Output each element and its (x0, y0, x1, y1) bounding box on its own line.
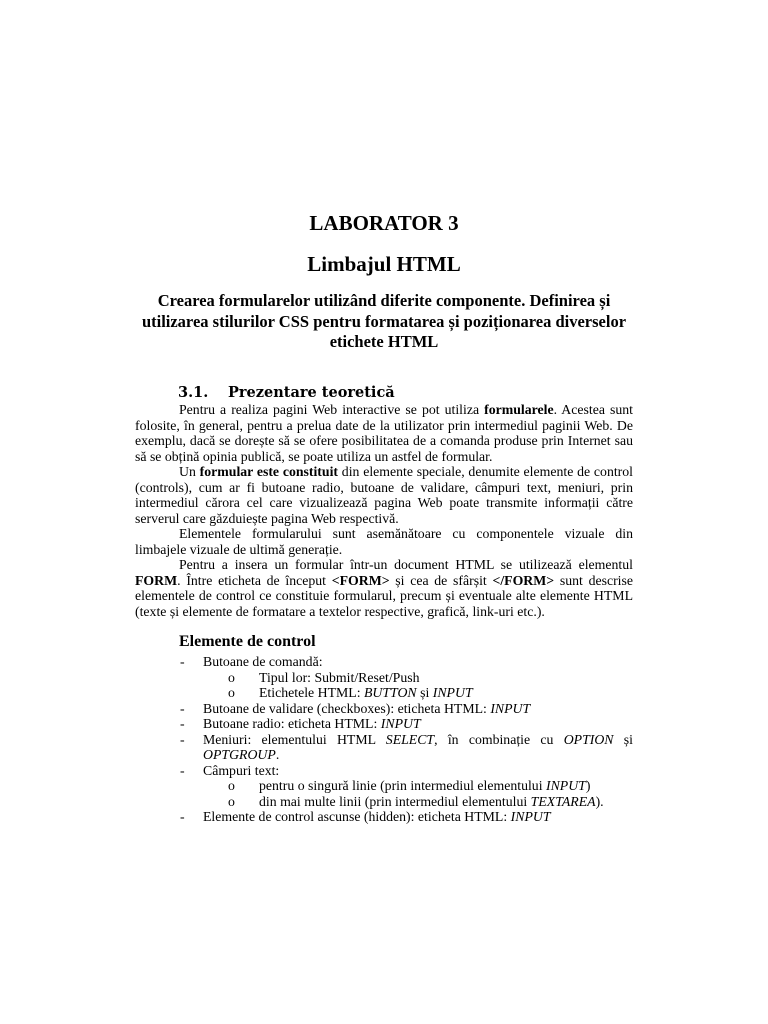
tag-name: OPTION (563, 731, 614, 747)
sublist-item-single-line (180, 778, 633, 794)
sublist-item-button-tags (180, 685, 633, 701)
item-label: Butoane de comandă: (203, 654, 323, 669)
text-run: pentru o singură linie (prin intermediul elementului (259, 778, 546, 793)
theory-text (135, 402, 633, 619)
text-run: Un (179, 464, 200, 479)
text-run: Pentru a realiza pagini Web interactive se pot utiliza (179, 402, 485, 417)
text-run: . Între eticheta de început (177, 572, 332, 588)
text-run: și (416, 685, 433, 700)
dash-marker: - (180, 654, 185, 669)
dash-marker: - (180, 809, 185, 824)
controls-heading: Elemente de control (179, 633, 316, 650)
text-run: Butoane radio: eticheta HTML: (203, 716, 381, 731)
list-item-command-buttons (180, 654, 633, 670)
bold-term: <FORM> (331, 572, 390, 588)
bold-term: </FORM> (492, 572, 555, 588)
tag-name: INPUT (545, 778, 586, 793)
text-run: Pentru a insera un formular într-un document HTML se utilizează elementul (179, 557, 633, 572)
dash-marker: - (180, 762, 185, 778)
tag-name: INPUT (510, 809, 551, 824)
bullet-marker: o (228, 793, 235, 809)
list-item-radio-buttons (180, 716, 633, 732)
text-run: Etichetele HTML: (259, 685, 364, 700)
paragraph-form-structure (135, 464, 633, 526)
list-item-menus (180, 732, 633, 763)
sublist-item-multi-line (180, 794, 633, 810)
sublist-item-button-types (180, 670, 633, 686)
section-heading (178, 384, 395, 402)
item-label: Câmpuri text: (203, 762, 280, 778)
dash-marker: - (180, 700, 185, 716)
list-item-hidden-controls (180, 809, 633, 825)
dash-marker: - (180, 716, 185, 731)
tag-name: INPUT (432, 685, 473, 700)
lab-description: Crearea formularelor utilizând diferite componente. Definirea și utilizarea stilurilor CSS pentru formatarea și poziționarea diverselor etichete HTML (141, 291, 627, 351)
text-run: Meniuri: elementului HTML (203, 731, 386, 747)
paragraph-form-element (135, 557, 633, 619)
tag-name: BUTTON (363, 685, 417, 700)
list-item-text-fields (180, 763, 633, 779)
section-title: Prezentare teoretică (228, 384, 395, 401)
text-run: . Acestea sunt folosite, în general, pentru a prelua date de la utilizator prin intermediul paginii Web. De exemplu, dacă se dorește să se ofere posibilitatea de a comanda produse prin Internet sau să se obțină opinia publică, se poate utiliza un astfel de formular. (135, 402, 633, 464)
text-run: din mai multe linii (prin intermediul elementului (259, 793, 531, 809)
text-run: . (275, 747, 280, 762)
tag-name: INPUT (380, 716, 421, 731)
dash-marker: - (180, 731, 185, 747)
text-run: și cea de sfârșit (389, 572, 493, 588)
section-number: 3.1. (178, 384, 209, 401)
paragraph-form-elements: Elementele formularului sunt asemănătoare cu componentele vizuale din limbajele vizuale de ultimă generație. (135, 526, 633, 557)
tag-name: INPUT (490, 700, 531, 716)
bold-term: formularele (484, 402, 554, 417)
text-run: din elemente speciale, denumite elemente de control (controls), cum ar fi butoane radio, butoane de validare, câmpuri text, meniuri, prin intermediul cărora cel care vizualizează pagina Web poate transmite informații către serverul care găzduiește pagina Web respectivă. (135, 464, 634, 526)
paragraph-forms-intro (135, 402, 633, 464)
text-run: ) (585, 778, 591, 793)
tag-name: SELECT (385, 731, 435, 747)
bullet-marker: o (228, 685, 235, 700)
text-run: și (613, 731, 633, 747)
tag-name: OPTGROUP (203, 747, 276, 762)
bold-term: formular este constituit (199, 464, 339, 479)
list-item-checkboxes (180, 701, 633, 717)
text-run: sunt descrise elementele de control ce constituie formularul, precum și eventuale alte elemente HTML (texte și elemente de formatare a textelor respective, grafică, link-uri etc.). (135, 572, 634, 619)
bullet-marker: o (228, 669, 235, 685)
text-run: Elemente de control ascunse (hidden): eticheta HTML: (203, 809, 511, 824)
text-run: , în combinație cu (434, 731, 564, 747)
controls-list (180, 654, 633, 825)
lab-subtitle: Limbajul HTML (307, 252, 461, 276)
item-label: Tipul lor: Submit/Reset/Push (259, 669, 420, 685)
bullet-marker: o (228, 778, 235, 793)
tag-name: TEXTAREA (530, 793, 596, 809)
text-run: ). (595, 793, 604, 809)
bold-term: FORM (135, 572, 178, 588)
text-run: Butoane de validare (checkboxes): eticheta HTML: (203, 700, 491, 716)
lab-title: LABORATOR 3 (309, 211, 459, 235)
